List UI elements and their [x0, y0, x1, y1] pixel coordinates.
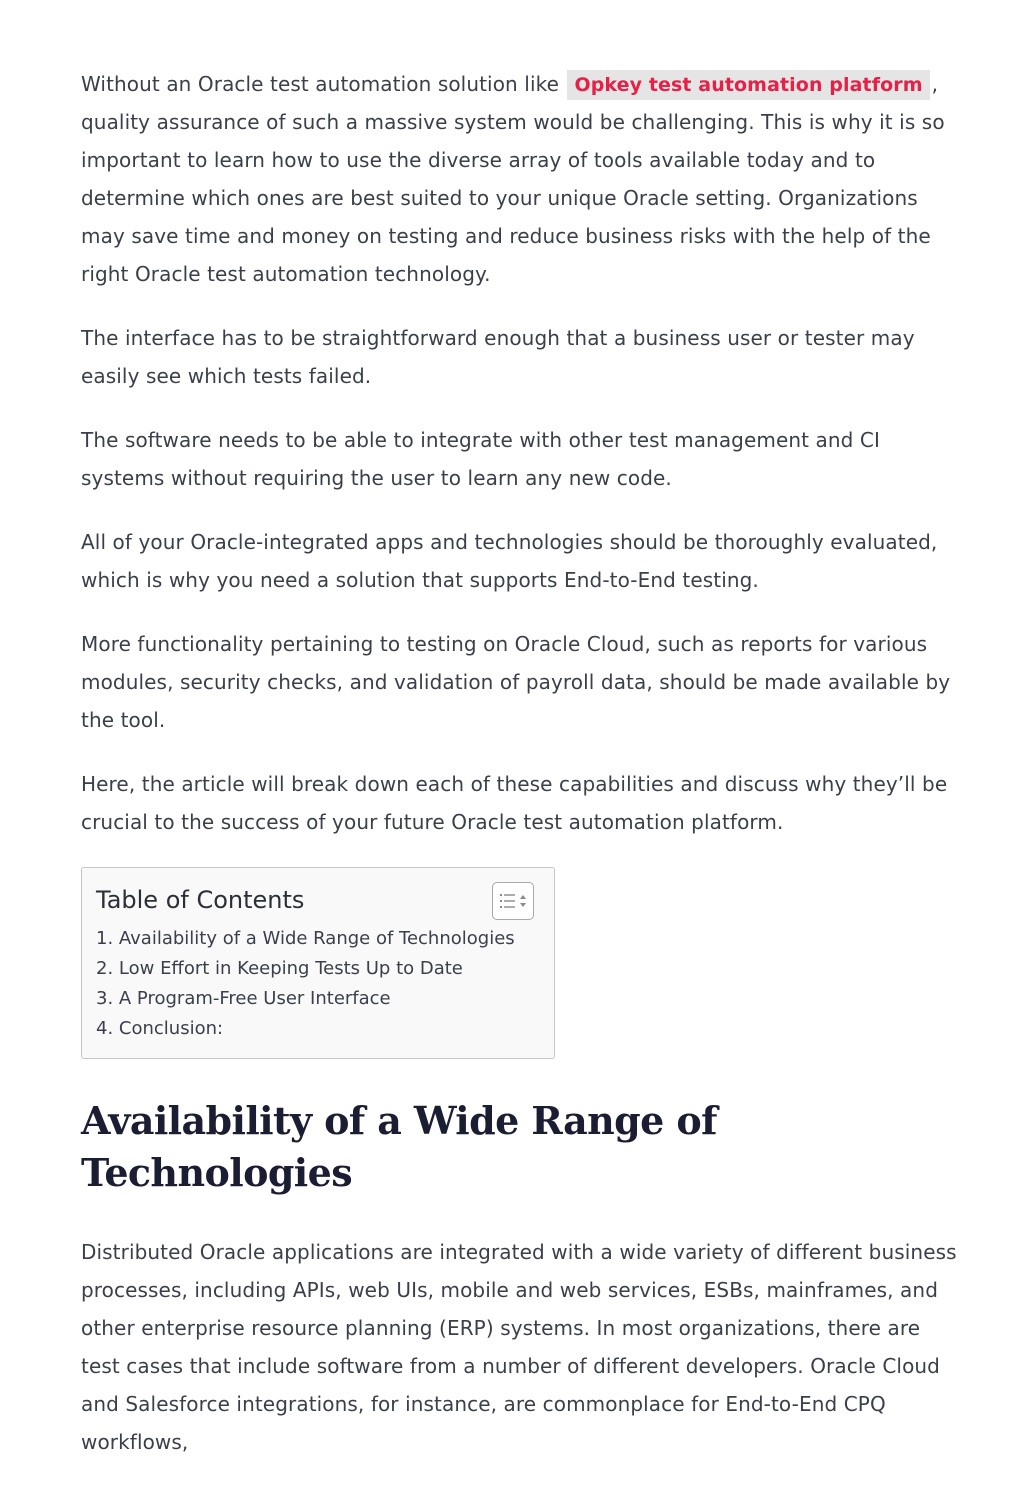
toc-item-program-free-ui[interactable]: 3. A Program-Free User Interface	[96, 988, 391, 1009]
section-body-paragraph: Distributed Oracle applications are integrated with a wide variety of different business processes, including APIs, web UIs, mobile and web services, ESBs, mainframes, and other enterprise resource planning (ERP) systems. In most organizations, there are test cases that include software from a number of different developers. Oracle Cloud and Salesforce integrations, for instance, are commonplace for End-to-End CPQ workflows,	[81, 1240, 957, 1454]
paragraph-end-to-end: All of your Oracle-integrated apps and technologies should be thoroughly evaluated, which is why you need a solution that supports End-to-End testing.	[81, 530, 938, 592]
toc-title: Table of Contents	[96, 886, 305, 914]
paragraph-integration: The software needs to be able to integrate with other test management and CI systems without requiring the user to learn any new code.	[81, 428, 880, 490]
paragraph-interface: The interface has to be straightforward enough that a business user or tester may easily see which tests failed.	[81, 326, 915, 388]
toc-list	[96, 924, 540, 1044]
intro-text-after: , quality assurance of such a massive system would be challenging. This is why it is so important to learn how to use the diverse array of tools available today and to determine which ones are best suited to your unique Oracle setting. Organizations may save time and money on testing and reduce business risks with the help of the right Oracle test automation technology.	[81, 72, 945, 286]
intro-paragraph	[81, 65, 961, 293]
paragraph-functionality: More functionality pertaining to testing on Oracle Cloud, such as reports for various modules, security checks, and validation of payroll data, should be made available by the tool.	[81, 632, 951, 732]
toc-item-low-effort-tests[interactable]: 2. Low Effort in Keeping Tests Up to Date	[96, 958, 463, 979]
paragraph-article-overview: Here, the article will break down each of these capabilities and discuss why they’ll be crucial to the success of your future Oracle test automation platform.	[81, 772, 948, 834]
toc-item-conclusion[interactable]: 4. Conclusion:	[96, 1018, 224, 1039]
toc-item-wide-range-technologies[interactable]: 1. Availability of a Wide Range of Technologies	[96, 928, 515, 949]
list-toggle-icon	[500, 892, 528, 910]
section-heading: Availability of a Wide Range of Technologies	[81, 1098, 717, 1195]
intro-text-before: Without an Oracle test automation solution like	[81, 72, 559, 96]
table-of-contents	[81, 867, 555, 1059]
toc-toggle-button[interactable]	[492, 882, 534, 920]
opkey-platform-link[interactable]: Opkey test automation platform	[567, 70, 929, 100]
article-content	[81, 65, 961, 1487]
